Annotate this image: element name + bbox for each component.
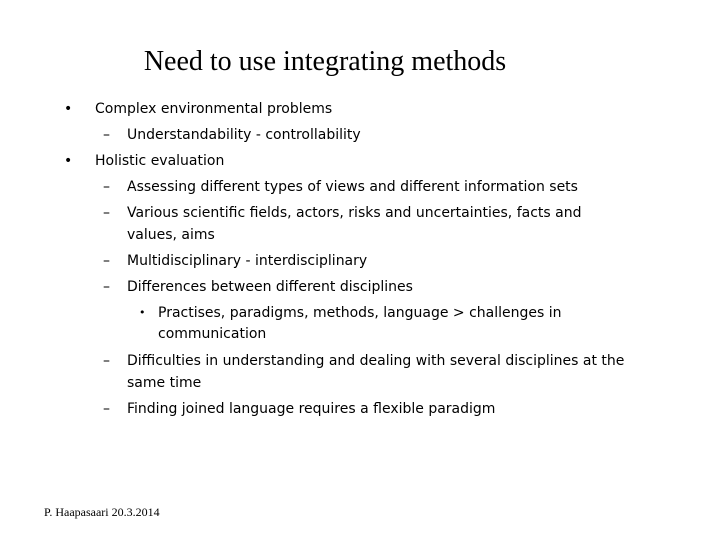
dash-icon: – [103,127,110,143]
sub-sub-item-practises-cont: communication [158,326,267,342]
dash-icon: – [103,353,110,369]
slide-footer: P. Haapasaari 20.3.2014 [44,505,160,519]
sub-item-difficulties: Difficulties in understanding and dealing with several disciplines at the [127,353,625,369]
sub-item-scientific-fields-cont: values, aims [127,227,215,243]
dash-icon: – [103,401,110,417]
bullet-icon: • [64,153,73,169]
sub-item-understandability: Understandability - controllability [127,127,361,143]
bullet-item-holistic-evaluation: Holistic evaluation [95,153,225,169]
sub-item-differences: Differences between different disciplines [127,279,413,295]
slide-title: Need to use integrating methods [143,46,507,77]
sub-item-multidisciplinary: Multidisciplinary - interdisciplinary [127,253,368,269]
dash-icon: – [103,253,110,269]
dash-icon: – [103,205,110,221]
sub-item-assessing-views: Assessing different types of views and different information sets [127,179,578,195]
sub-item-joined-language: Finding joined language requires a flexible paradigm [127,401,496,417]
bullet-icon: • [139,306,146,319]
dash-icon: – [103,279,110,295]
bullet-item-complex-problems: Complex environmental problems [95,101,333,117]
dash-icon: – [103,179,110,195]
bullet-icon: • [64,101,73,117]
sub-sub-item-practises: Practises, paradigms, methods, language > challenges in [158,305,562,321]
sub-item-scientific-fields: Various scientific fields, actors, risks and uncertainties, facts and [127,205,582,221]
sub-item-difficulties-cont: same time [127,375,202,391]
